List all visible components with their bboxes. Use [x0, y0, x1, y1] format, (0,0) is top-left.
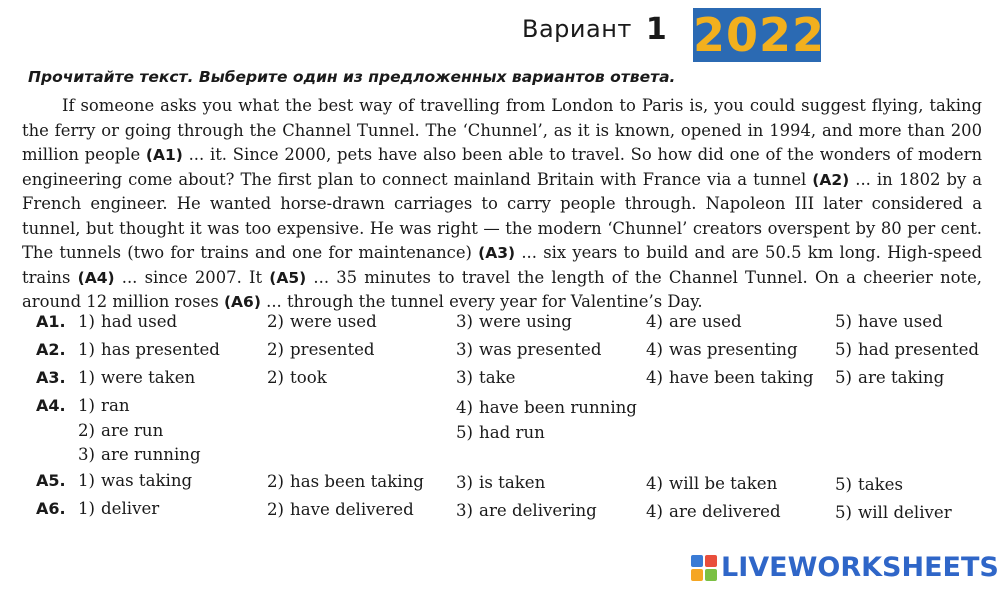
option-a2-2[interactable]: 2) presented [267, 340, 375, 359]
question-label-a3: A3. [36, 368, 66, 387]
liveworksheets-logo[interactable] [691, 552, 999, 583]
option-a4-4[interactable]: 4) have been running [456, 398, 637, 417]
option-a1-2[interactable]: 2) were used [267, 312, 377, 331]
gap-marker-a1: (A1) [145, 146, 183, 164]
option-a2-5[interactable]: 5) had presented [835, 340, 980, 359]
gap-marker-a3: (A3) [478, 244, 516, 262]
question-label-a6: A6. [36, 499, 66, 518]
instruction: Прочитайте текст. Выберите один из предложенных вариантов ответа. [28, 68, 676, 86]
option-a6-5[interactable]: 5) will deliver [835, 503, 952, 522]
option-a3-5[interactable]: 5) are taking [835, 368, 945, 387]
passage-text: ... 35 minutes to travel the length of the Channel Tunnel. On a cheerier note, around 12 million roses [22, 267, 982, 311]
question-label-a4: A4. [36, 396, 66, 415]
passage-text: ... since 2007. It [114, 267, 270, 287]
reading-passage [22, 94, 982, 315]
gap-marker-a4: (A4) [77, 268, 115, 287]
logo-text: LIVEWORKSHEETS [721, 552, 999, 583]
gap-marker-a5: (A5) [269, 268, 307, 287]
option-a3-1[interactable]: 1) were taken [78, 368, 196, 387]
option-a2-3[interactable]: 3) was presented [456, 340, 602, 359]
option-a2-1[interactable]: 1) has presented [78, 340, 220, 359]
option-a6-2[interactable]: 2) have delivered [267, 500, 414, 519]
question-label-a5: A5. [36, 471, 66, 490]
question-label-a1: A1. [36, 312, 66, 331]
option-a4-2[interactable]: 2) are run [78, 421, 164, 440]
variant-heading [522, 10, 667, 45]
option-a6-3[interactable]: 3) are delivering [456, 501, 597, 520]
option-a4-5[interactable]: 5) had run [456, 423, 545, 442]
option-a3-2[interactable]: 2) took [267, 368, 327, 387]
passage-text: If someone asks you what the best way of travelling from London to Paris is, you could suggest flying, taking the ferry or going through the Channel Tunnel. The ‘Chunnel’, as it is known, opened in 1994, and more than 200 million people [22, 96, 982, 164]
option-a1-1[interactable]: 1) had used [78, 312, 178, 331]
passage-text: ... six years to build and are 50.5 km long. High-speed trains [22, 243, 982, 287]
variant-number: 1 [645, 12, 668, 47]
option-a5-4[interactable]: 4) will be taken [646, 474, 778, 493]
gap-marker-a2: (A2) [812, 170, 850, 189]
option-a5-2[interactable]: 2) has been taking [267, 472, 424, 491]
gap-marker-a6: (A6) [223, 293, 261, 311]
liveworksheets-logo-icon [691, 555, 717, 581]
passage-text: ... it. Since 2000, pets have also been able to travel. So how did one of the wonders of modern engineering come about? The first plan to connect mainland Britain with France via a tunnel [22, 145, 983, 189]
question-label-a2: A2. [36, 340, 66, 359]
variant-label: Вариант [522, 15, 632, 43]
option-a6-4[interactable]: 4) are delivered [646, 502, 781, 521]
option-a6-1[interactable]: 1) deliver [78, 499, 160, 518]
option-a4-3[interactable]: 3) are running [78, 445, 201, 464]
option-a1-5[interactable]: 5) have used [835, 312, 943, 331]
option-a1-3[interactable]: 3) were using [456, 312, 572, 331]
option-a5-3[interactable]: 3) is taken [456, 473, 546, 492]
option-a5-1[interactable]: 1) was taking [78, 471, 193, 490]
year-text: 2022 [693, 8, 826, 62]
option-a4-1[interactable]: 1) ran [78, 396, 130, 415]
passage-text: ... in 1802 by a French engineer. He wanted horse-drawn carriages to carry people through. Napoleon III later considered a tunnel, but thought it was too expensive. He was right — the modern ‘Chunnel’ creators overspent by 80 per cent. The tunnels (two for trains and one for maintenance) [22, 169, 982, 262]
option-a3-3[interactable]: 3) take [456, 368, 516, 387]
option-a5-5[interactable]: 5) takes [835, 475, 903, 494]
option-a3-4[interactable]: 4) have been taking [646, 368, 814, 387]
passage-text: ... through the tunnel every year for Valentine’s Day. [260, 292, 703, 311]
year-badge [693, 8, 826, 62]
option-a2-4[interactable]: 4) was presenting [646, 340, 798, 359]
option-a1-4[interactable]: 4) are used [646, 312, 742, 331]
